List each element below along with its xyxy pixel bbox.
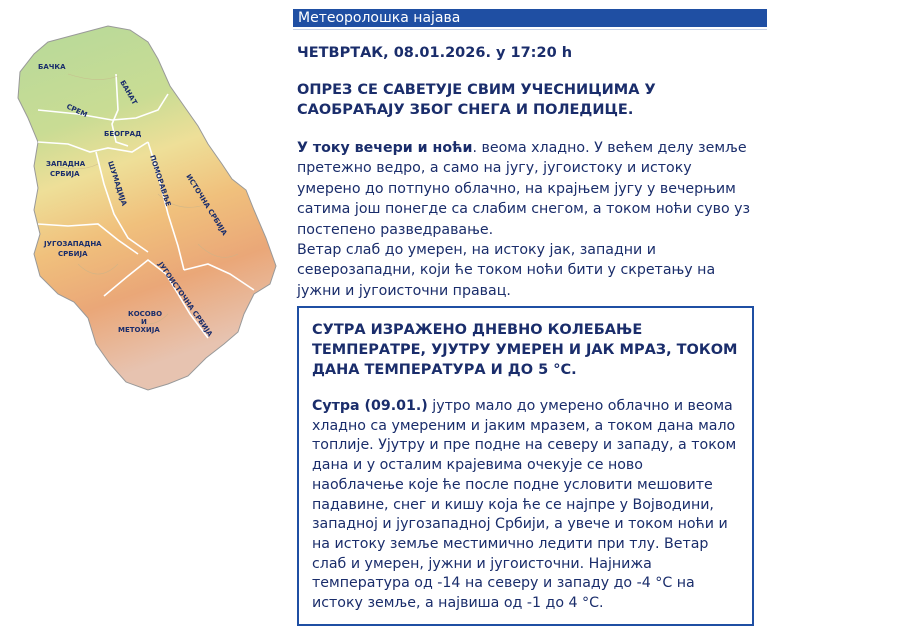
region-label: СРЕМ [65,102,89,120]
region-label: СРБИЈА [58,250,88,258]
forecast-date: ЧЕТВРТАК, 08.01.2026. у 17:20 h [297,45,573,61]
region-label: ИСТОЧНА СРБИЈА [184,172,229,237]
evening-forecast [297,138,759,301]
tomorrow-label: Сутра (09.01.) [312,398,428,414]
region-label: ЈУГОЗАПАДНА [44,240,102,248]
region-label: БАЧКА [38,63,66,71]
region-label: ЈУГОИСТОЧНА СРБИЈА [156,260,214,339]
region-label: ПОМОРАВЉЕ [148,154,173,208]
traffic-warning: ОПРЕЗ СЕ САВЕТУЈЕ СВИМ УЧЕСНИЦИМА У САОБРАЋАЈУ ЗБОГ СНЕГА И ПОЛЕДИЦЕ. [297,82,656,118]
region-label: БАНАТ [118,79,139,107]
region-label: И [141,318,147,326]
evening-text: . веома хладно. У већем делу земље претежно ведро, а само на југу, југоистоку и истоку умерено до потпуно облачно, на крајњем југу у вечерњим сатима још понегде са слабим снегом, а током ноћи суво уз постепено разведравање. [297,140,751,238]
region-label: КОСОВО [128,310,163,318]
tomorrow-title: СУТРА ИЗРАЖЕНО ДНЕВНО КОЛЕБАЊЕ ТЕМПЕРАТРЕ, УЈУТРУ УМЕРЕН И ЈАК МРАЗ, ТОКОМ ДАНА ТЕМПЕРАТУРА И ДО 5 °C. [312,322,738,378]
region-label: ЗАПАДНА [46,160,86,168]
region-label: БЕОГРАД [104,130,142,138]
map-graphic [8,14,280,394]
region-label: ШУМАДИЈА [106,160,129,207]
tomorrow-forecast-box [297,306,754,626]
wind-text: Ветар слаб до умерен, на истоку јак, западни и северозападни, који ће током ноћи бити у скретању на јужни и југоисточни правац. [297,242,716,299]
tomorrow-forecast [312,397,739,614]
region-label: СРБИЈА [50,170,80,178]
forecast-header: Метеоролошка најава [293,9,767,27]
serbia-outline [18,26,276,390]
serbia-region-map[interactable] [8,14,280,394]
region-label: МЕТОХИЈА [118,326,160,334]
tomorrow-text: јутро мало до умерено облачно и веома хладно са умереним и јаким мразем, а током дана мало топлије. Ујутру и пре подне на северу и западу, а током дана и у осталим крајевима очекује се ново наоблачење које ће после подне условити мешовите падавине, снег и кишу која ће се најпре у Војводини, западној и југозападној Србији, а увече и током ноћи и на истоку земље местимично ледити при тлу. Ветар слаб и умерен, јужни и југоисточни. Најнижа температура од -14 на северу и западу до -4 °C на истоку земље, а највиша од -1 до 4 °C. [312,398,737,612]
evening-label: У току вечери и ноћи [297,140,473,156]
header-divider [293,29,767,30]
